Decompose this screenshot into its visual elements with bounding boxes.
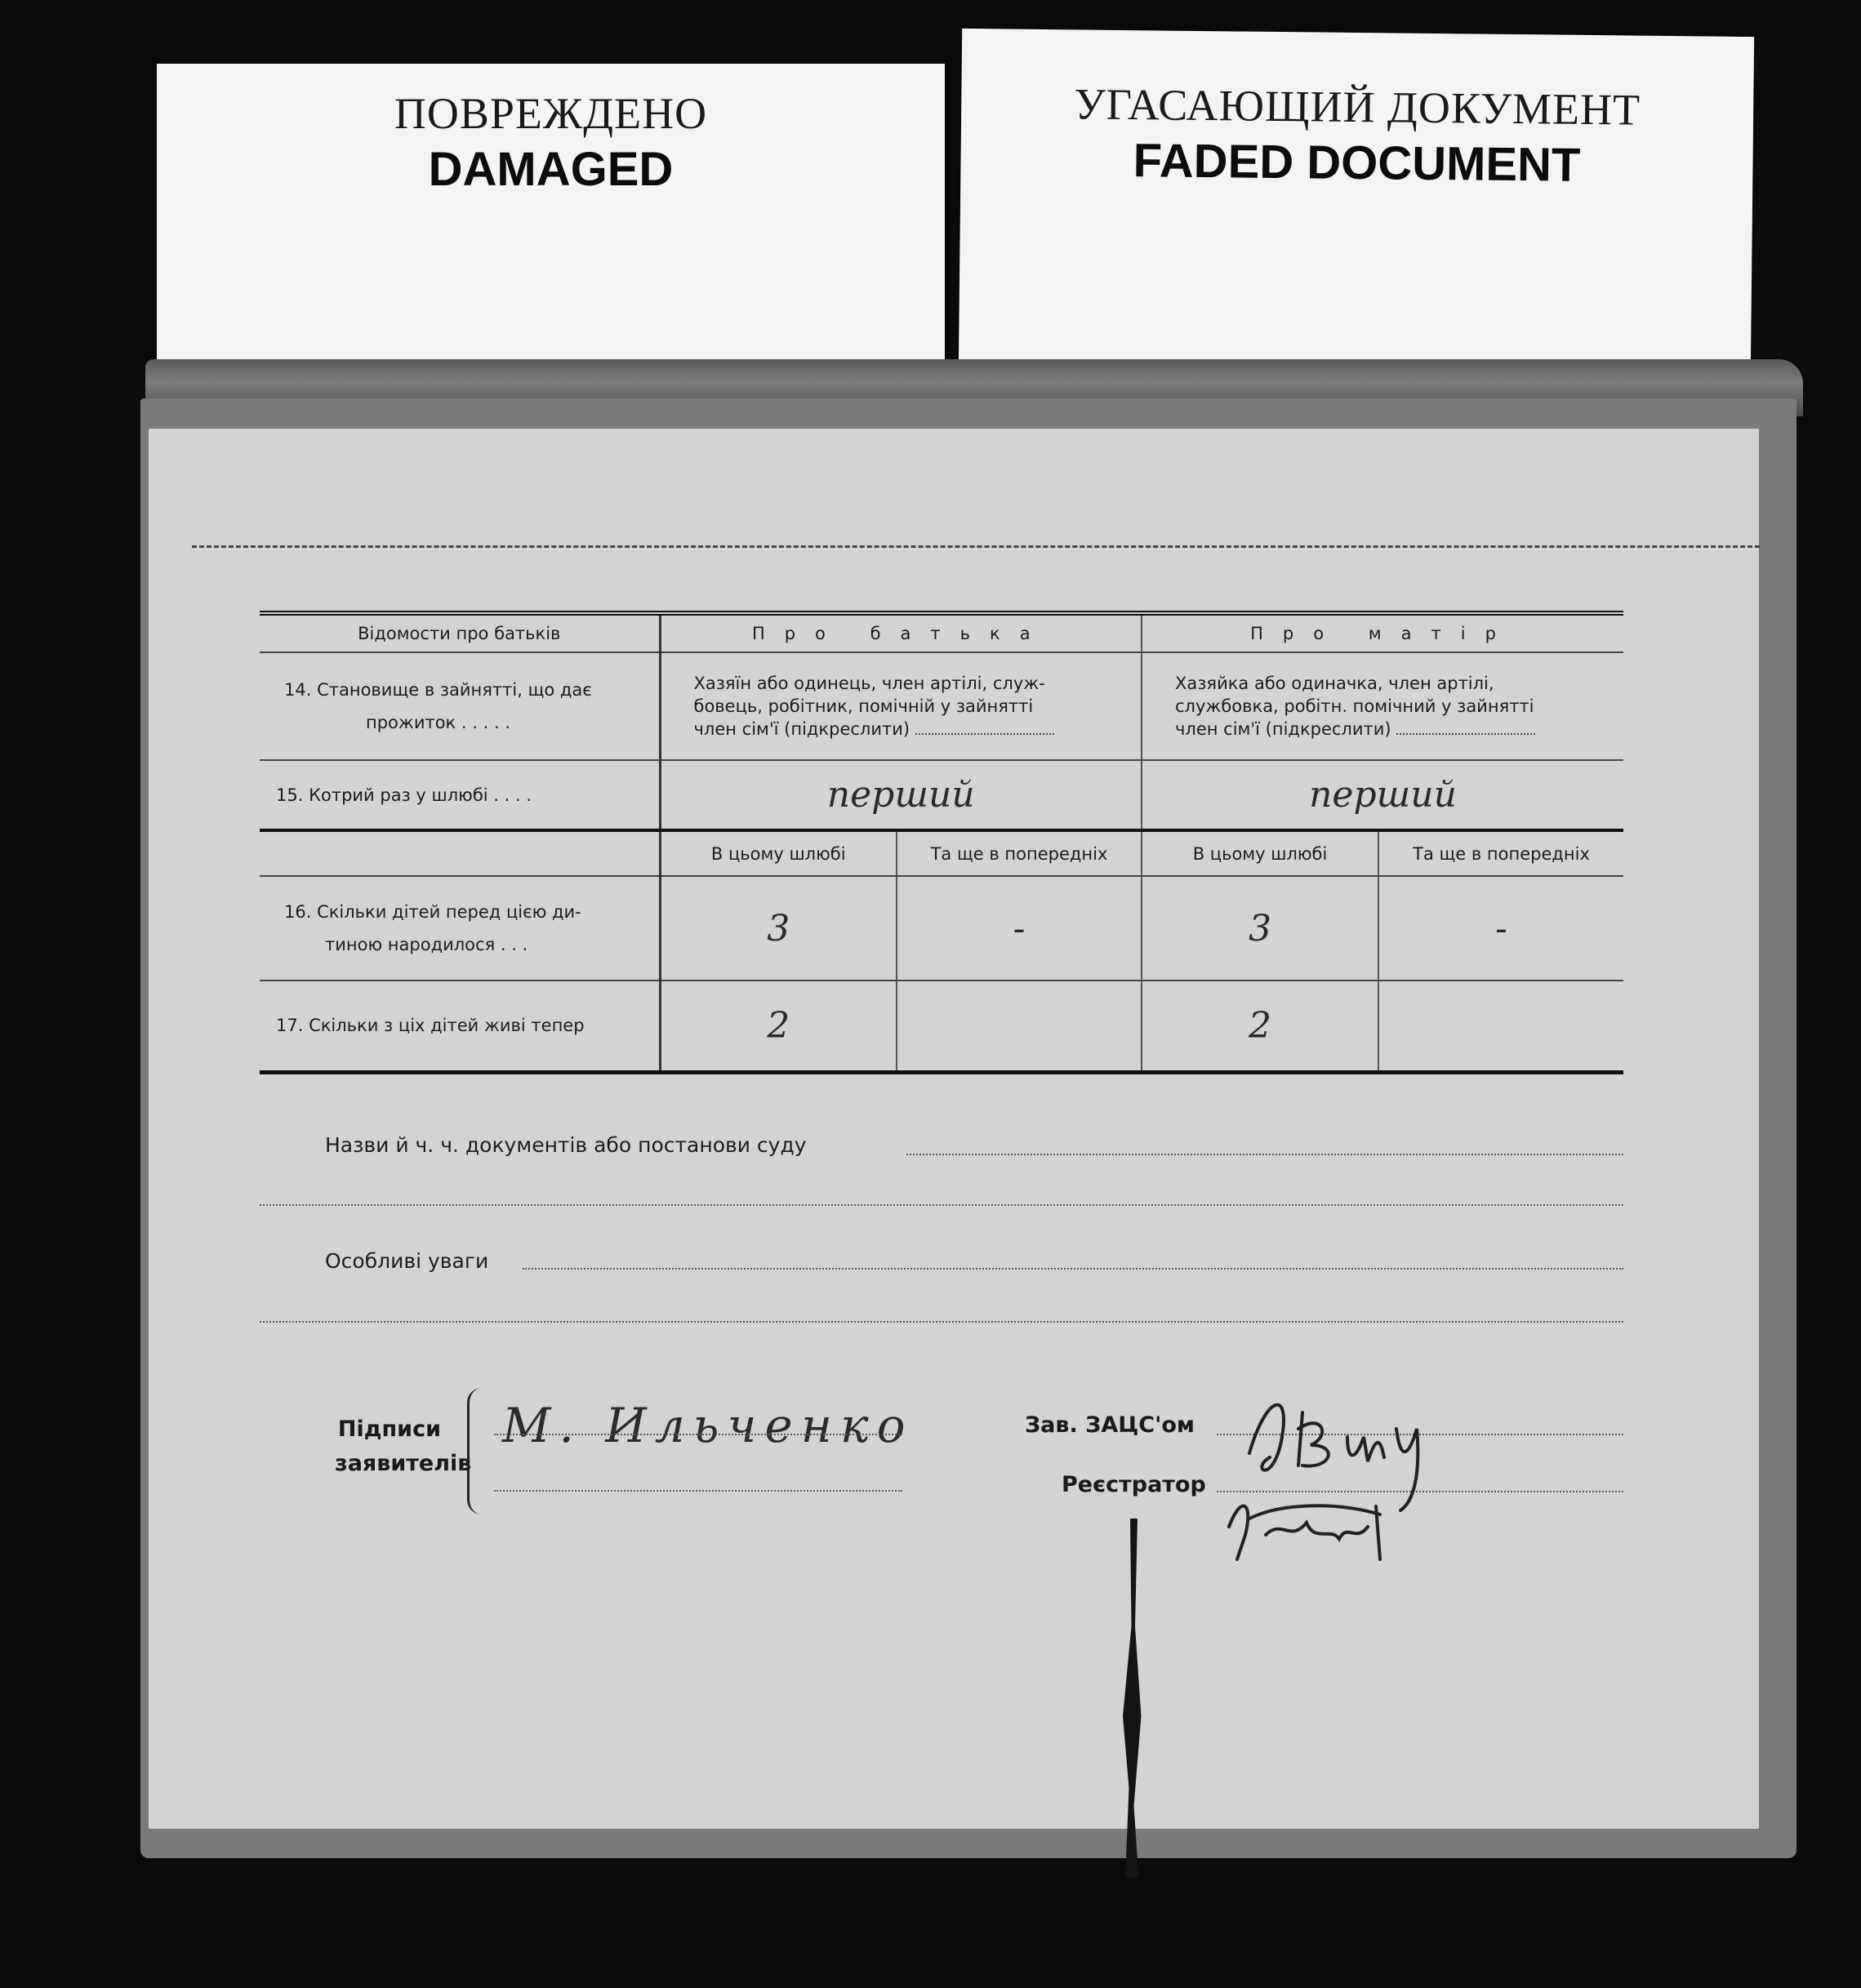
row16-label-line1: 16. Скільки дітей перед цією ди- (284, 902, 581, 922)
applicants-label-line2: заявителів (335, 1451, 472, 1476)
subheader-mother-prev: Та ще в попередніх (1378, 830, 1623, 876)
row15-mother-value: перший (1142, 760, 1623, 830)
row14-mother (1142, 652, 1623, 760)
row17-father-this: 2 (660, 981, 897, 1072)
row17-father-prev (897, 981, 1142, 1072)
row17-mother-this: 2 (1142, 981, 1378, 1072)
row14-mother-line2: службовка, робітн. помічний у зайнятті (1175, 696, 1534, 716)
subheader-mother-this: В цьому шлюбі (1142, 830, 1378, 876)
row14-label-line2: прожиток . . . . . (366, 713, 511, 732)
header-father: Про батька (660, 613, 1142, 652)
dotted-rule (906, 1154, 1623, 1155)
row14-label (260, 652, 660, 760)
header-mother: Про матір (1142, 613, 1623, 652)
dotted-fill (1396, 718, 1535, 735)
row17-label: 17. Скільки з ціх дітей живі тепер (260, 981, 660, 1072)
header-parents-info: Відомости про батьків (260, 613, 660, 652)
dotted-fill (915, 718, 1054, 735)
registrar-label: Реєстратор (1062, 1472, 1206, 1497)
row14-father (660, 652, 1142, 760)
row15-label-text: 15. Котрий раз у шлюбі (276, 785, 488, 805)
head-of-registry-label: Зав. ЗАЦС'ом (1025, 1412, 1195, 1438)
applicants-label-line1: Підписи (337, 1417, 441, 1442)
table-header-row (260, 613, 1623, 652)
faded-document-label-en: FADED DOCUMENT (1133, 134, 1581, 192)
row14-mother-line3 (1175, 718, 1615, 740)
parents-info-table (260, 611, 1623, 1074)
applicants-signatures-label (335, 1412, 472, 1481)
dotted-rule (260, 1204, 1623, 1206)
damaged-label-en: DAMAGED (428, 143, 674, 196)
table-row (260, 652, 1623, 760)
table-row (260, 981, 1623, 1072)
perforation-line (192, 545, 1760, 548)
row14-label-line2-text: прожиток (366, 713, 456, 732)
row14-mother-line3-text: член сім'ї (підкреслити) (1175, 719, 1391, 739)
signature-brace (467, 1388, 494, 1514)
row14-father-line3-text: член сім'ї (підкреслити) (693, 719, 910, 739)
row15-father-value: перший (660, 760, 1142, 830)
row16-mother-prev: - (1378, 876, 1623, 981)
row17-mother-prev (1378, 981, 1623, 1072)
subheader-father-this: В цьому шлюбі (660, 830, 897, 876)
dotted-rule (523, 1268, 1623, 1270)
damaged-label-ru: ПОВРЕЖДЕНО (394, 89, 708, 138)
notes-label: Особливі уваги (325, 1249, 489, 1273)
dotted-rule (260, 1321, 1623, 1323)
table-row (260, 876, 1623, 981)
row16-father-prev: - (897, 876, 1142, 981)
row14-father-line1: Хазяїн або одинець, член артілі, служ- (693, 674, 1045, 693)
row14-father-line3 (694, 718, 1133, 740)
table-subheader-row (260, 830, 1623, 876)
dotted-rule (494, 1490, 902, 1492)
row16-label-line2: тиною народилося . . . (325, 935, 528, 954)
row16-father-this: 3 (660, 876, 897, 981)
row16-label-line2-text: тиною народилося (325, 935, 496, 954)
registrar-signature (1217, 1453, 1429, 1592)
faded-document-label-ru: УГАСАЮЩИЙ ДОКУМЕНТ (1074, 79, 1641, 135)
subheader-father-prev: Та ще в попередніх (897, 830, 1142, 876)
row16-label (260, 876, 660, 981)
applicant-signature: М. Ильченко (502, 1398, 914, 1453)
row15-label: 15. Котрий раз у шлюбі . . . . (276, 785, 532, 805)
dotted-rule (494, 1434, 902, 1435)
table-row (260, 760, 1623, 830)
row14-label-line1: 14. Становище в зайнятті, що дає (284, 680, 592, 700)
row16-mother-this: 3 (1142, 876, 1378, 981)
damaged-label-card (157, 64, 945, 382)
documents-label: Назви й ч. ч. документів або постанови суду (325, 1133, 807, 1157)
faded-document-card (959, 29, 1754, 380)
row14-father-line2: бовець, робітник, помічній у зайнятті (693, 696, 1034, 716)
row14-mother-line1: Хазяйка або одиначка, член артілі, (1175, 674, 1494, 693)
